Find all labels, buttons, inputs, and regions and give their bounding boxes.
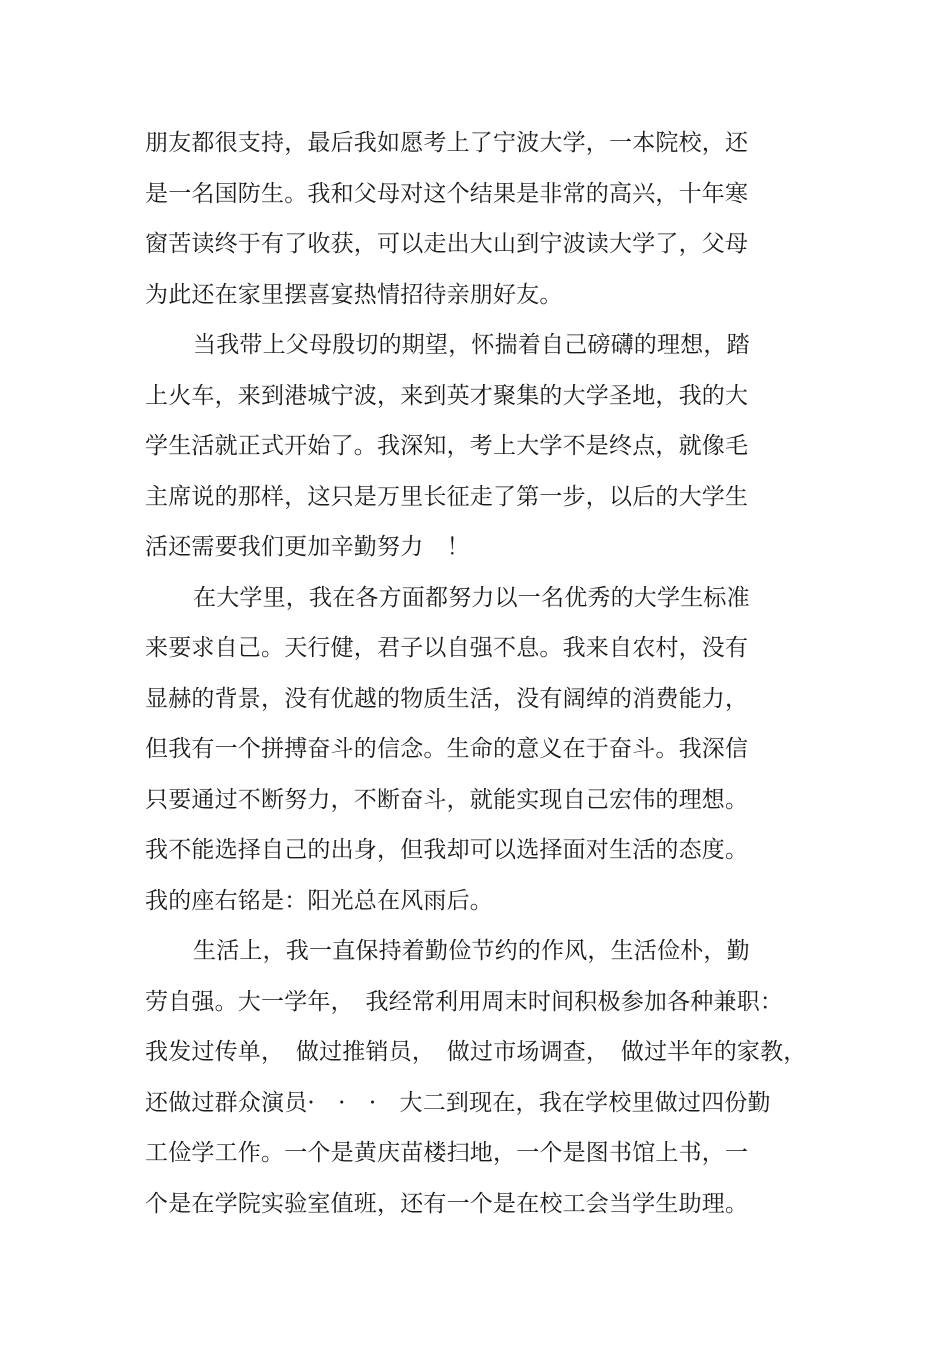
text-line: 是一名国防生。我和父母对这个结果是非常的高兴，十年寒 [145,180,749,207]
text-line: 我发过传单， 做过推销员， 做过市场调查， 做过半年的家教， [145,1039,807,1065]
body-text [145,118,805,1229]
text-line: 显赫的背景，没有优越的物质生活，没有阔绰的消费能力， [145,685,749,712]
text-line: 我的座右铭是：阳光总在风雨后。 [145,887,493,914]
paragraph-first-line: 当我带上父母殷切的期望，怀揣着自己磅礴的理想，踏 [193,332,750,358]
text-line: 窗苦读终于有了收获，可以走出大山到宁波读大学了，父母 [145,231,749,257]
text-line: 还做过群众演员· · · 大二到现在，我在学校里做过四份勤 [145,1089,771,1116]
text-line: 上火车，来到港城宁波，来到英才聚集的大学圣地，我的大 [145,382,749,409]
text-line: 个是在学院实验室值班，还有一个是在校工会当学生助理。 [145,1190,749,1217]
text-line: 来要求自己。天行健，君子以自强不息。我来自农村，没有 [145,635,749,661]
text-line: 主席说的那样，这只是万里长征走了第一步，以后的大学生 [145,483,749,510]
text-line: 只要通过不断努力，不断奋斗，就能实现自己宏伟的理想。 [145,786,749,813]
paragraph-first-line: 在大学里，我在各方面都努力以一名优秀的大学生标准 [193,584,750,611]
text-line: 学生活就正式开始了。我深知，考上大学不是终点，就像毛 [145,433,749,459]
text-line: 我不能选择自己的出身，但我却可以选择面对生活的态度。 [145,837,749,863]
paragraph-first-line: 生活上，我一直保持着勤俭节约的作风，生活俭朴，勤 [193,938,750,964]
text-line: 活还需要我们更加辛勤努力 ！ [145,534,470,560]
text-line: 但我有一个拼搏奋斗的信念。生命的意义在于奋斗。我深信 [145,736,749,762]
text-line: 朋友都很支持，最后我如愿考上了宁波大学，一本院校，还 [145,130,749,156]
text-line: 工俭学工作。一个是黄庆苗楼扫地，一个是图书馆上书，一 [145,1140,749,1166]
text-line: 为此还在家里摆喜宴热情招待亲朋好友。 [145,281,563,308]
text-line: 劳自强。大一学年， 我经常利用周末时间积极参加各种兼职： [145,988,784,1015]
